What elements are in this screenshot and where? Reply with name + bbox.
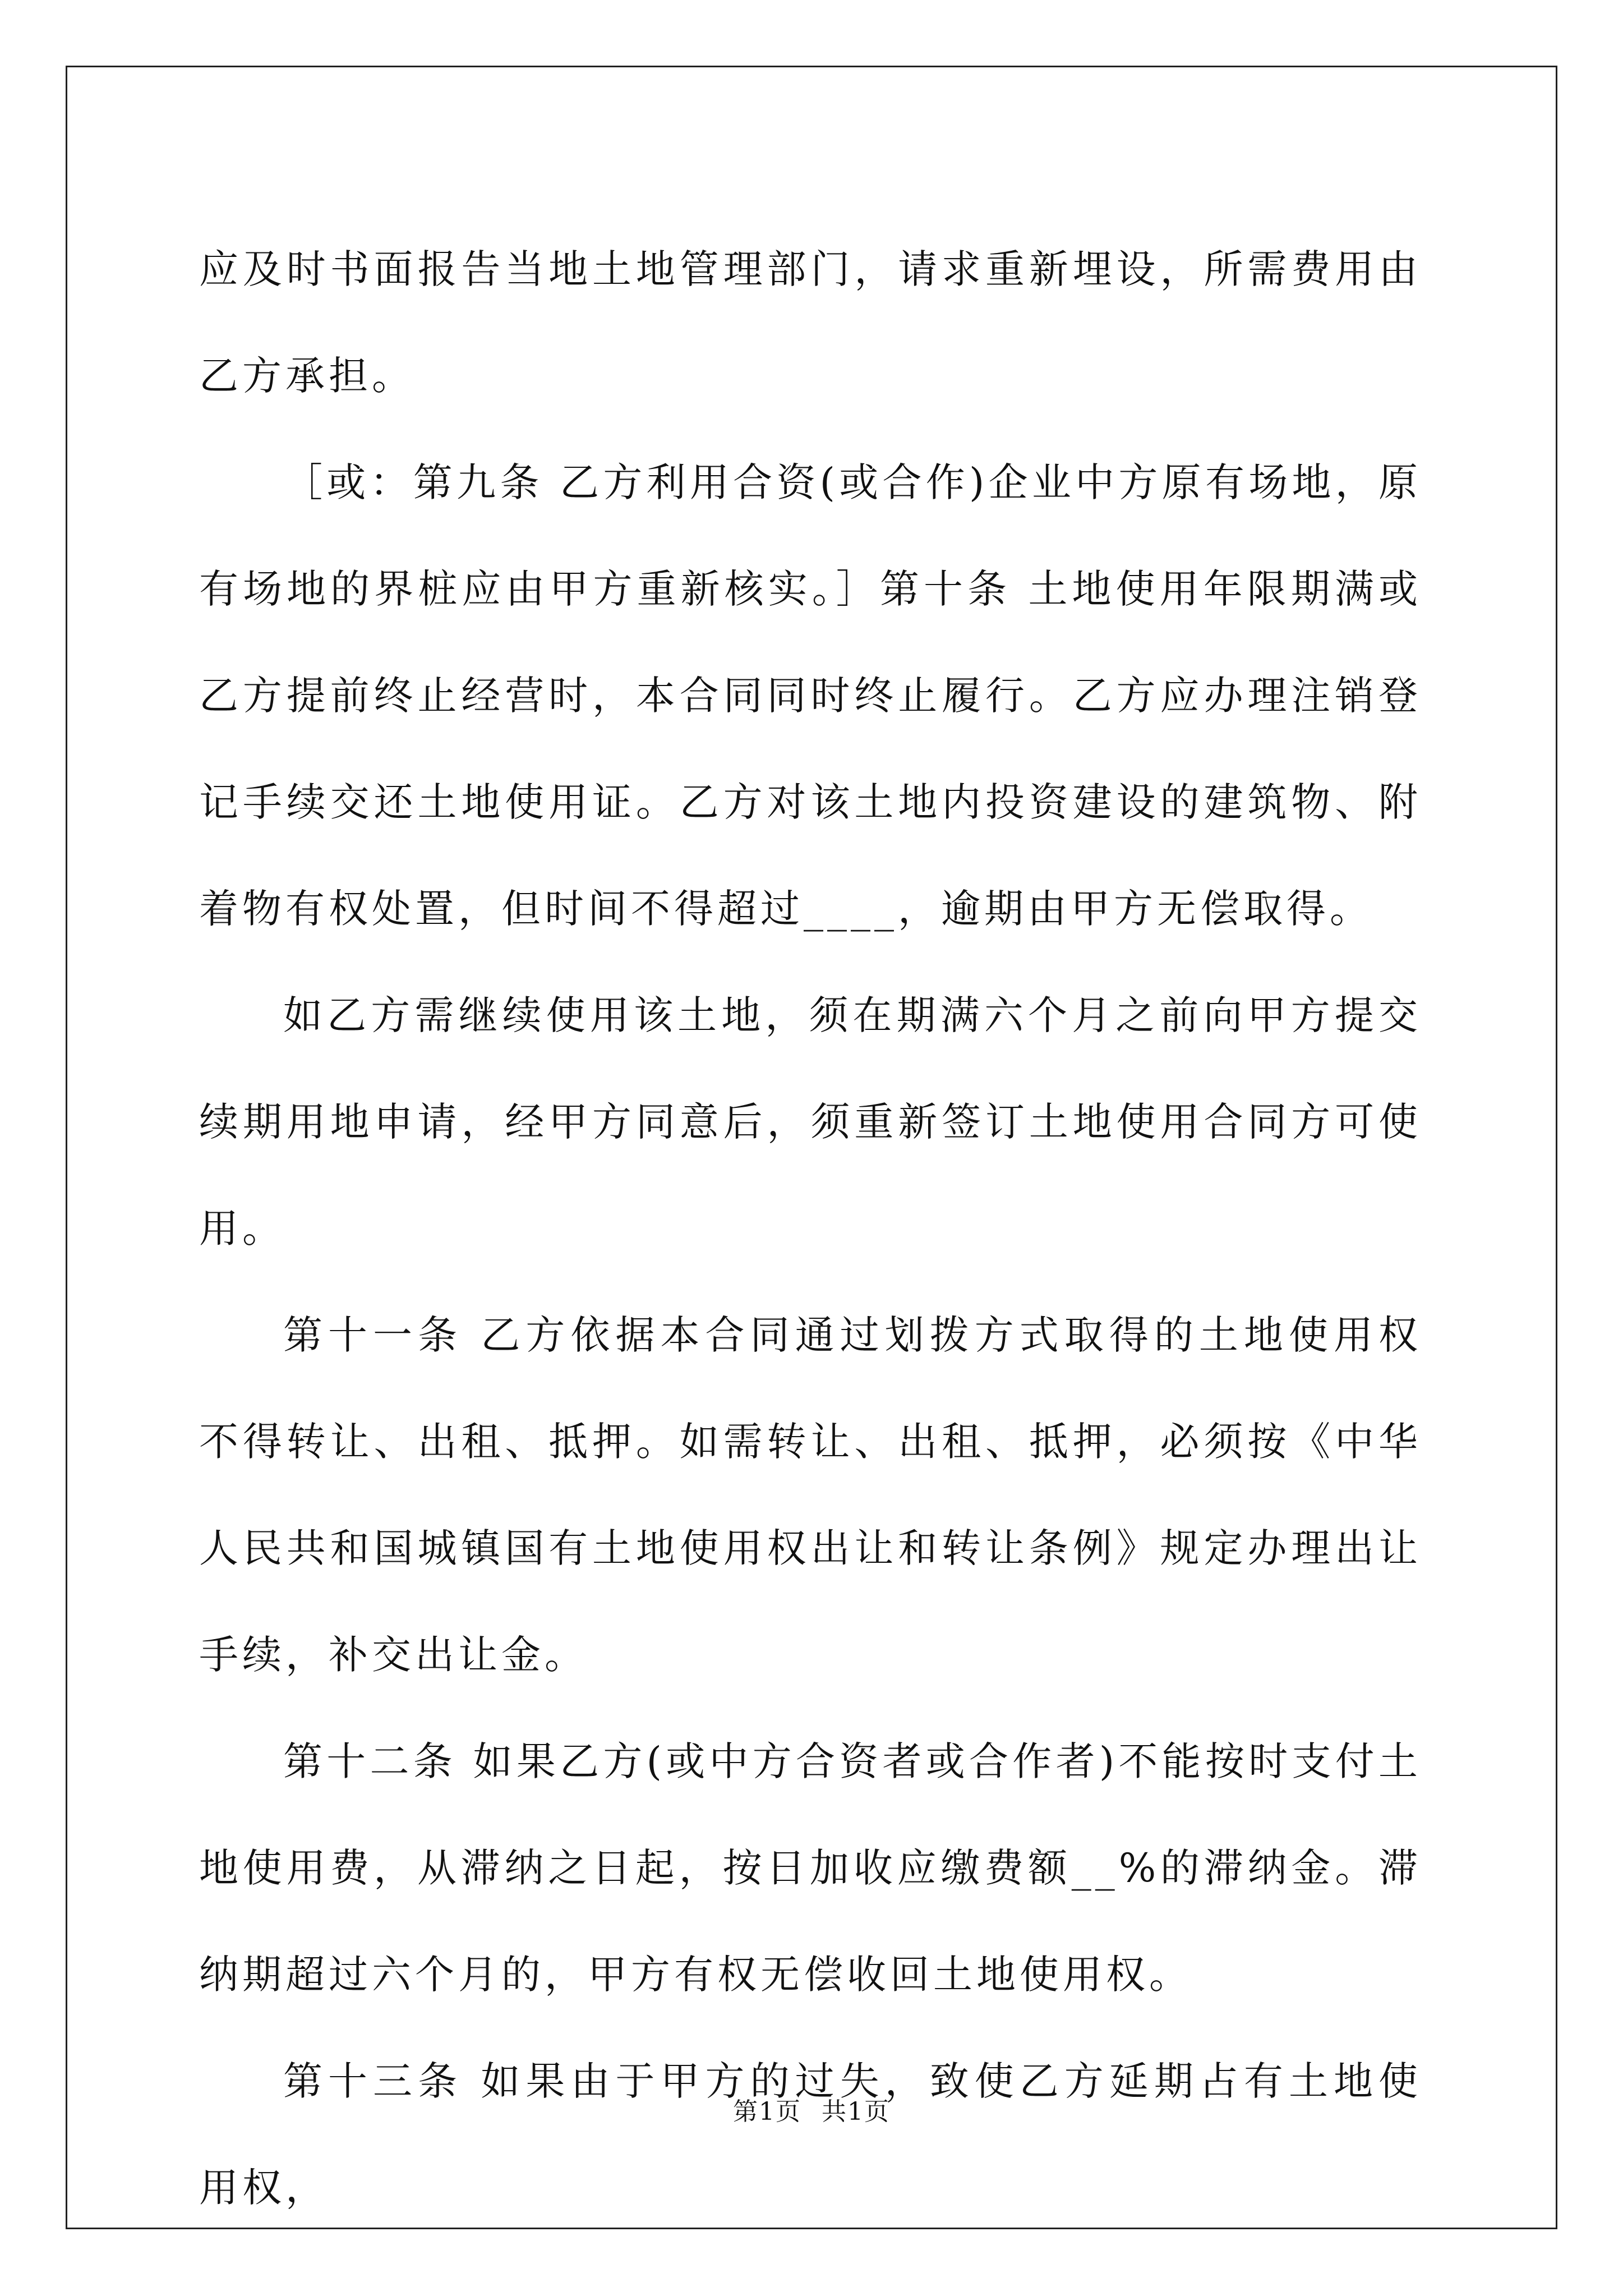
page-total: 共1页 (822, 2097, 890, 2126)
paragraph-5: 第十二条 如果乙方(或中方合资者或合作者)不能按时支付土地使用费，从滞纳之日起，按日加收应缴费额__%的滞纳金。滞纳期超过六个月的，甲方有权无偿收回土地使用权。 (199, 1738, 1422, 1998)
paragraph-6: 第十三条 如果由于甲方的过失，致使乙方延期占有土地使用权， (199, 2058, 1422, 2211)
paragraph-2: ［或：第九条 乙方利用合资(或合作)企业中方原有场地，原有场地的界桩应由甲方重新核实。］第十条 土地使用年限期满或乙方提前终止经营时，本合同同时终止履行。乙方应办理注销登记手续交还土地使用证。乙方对该土地内投资建设的建筑物、附着物有权处置，但时间不得超过____，逾期由甲方无偿取得。 (199, 459, 1422, 932)
paragraph-1: 应及时书面报告当地土地管理部门，请求重新埋设，所需费用由乙方承担。 (199, 246, 1422, 399)
document-body (199, 216, 1422, 2241)
page-footer (0, 2095, 1623, 2129)
page-number: 第1页 (733, 2097, 801, 2126)
paragraph-3: 如乙方需继续使用该土地，须在期满六个月之前向甲方提交续期用地申请，经甲方同意后，须重新签订土地使用合同方可使用。 (199, 992, 1422, 1251)
paragraph-4: 第十一条 乙方依据本合同通过划拨方式取得的土地使用权不得转让、出租、抵押。如需转让、出租、抵押，必须按《中华人民共和国城镇国有土地使用权出让和转让条例》规定办理出让手续，补交出让金。 (199, 1312, 1422, 1678)
